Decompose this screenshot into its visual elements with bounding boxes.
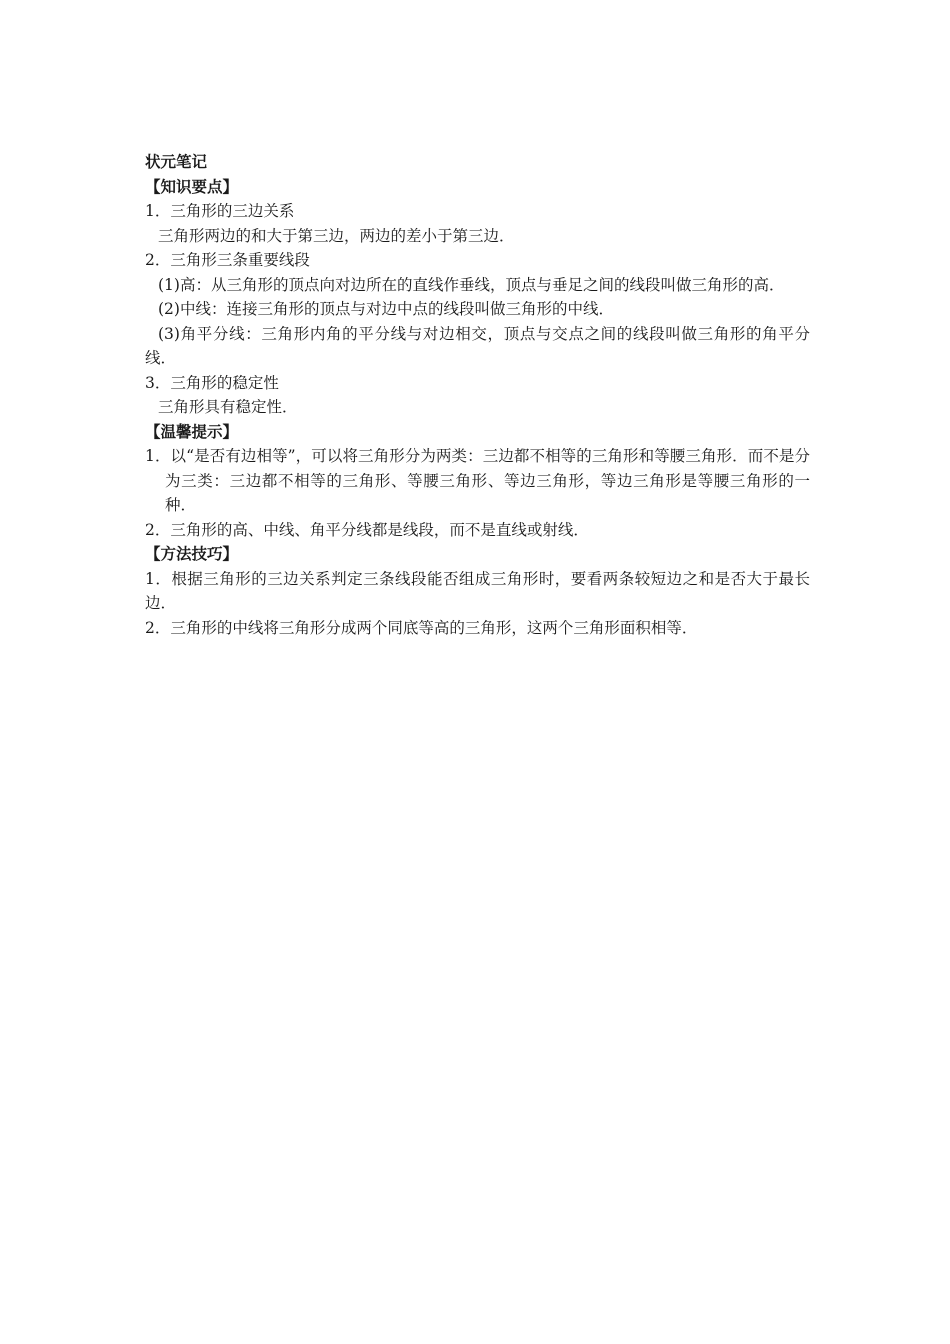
methods-item-2: 2．三角形的中线将三角形分成两个同底等高的三角形，这两个三角形面积相等． — [145, 618, 698, 637]
knowledge-item-1-title: 1．三角形的三边关系 — [145, 202, 295, 220]
knowledge-item-2-body-bisector: (3)角平分线：三角形内角的平分线与对边相交，顶点与交点之间的线段叫做三角形的角平分线． — [145, 324, 810, 367]
document-page — [145, 150, 810, 640]
knowledge-item-2-title: 2．三角形三条重要线段 — [145, 251, 310, 269]
tips-item-2: 2．三角形的高、中线、角平分线都是线段，而不是直线或射线． — [145, 520, 589, 539]
section-heading-tips: 【温馨提示】 — [145, 421, 239, 441]
knowledge-item-1-body: 三角形两边的和大于第三边，两边的差小于第三边． — [158, 226, 515, 245]
knowledge-item-2-body-height: (1)高：从三角形的顶点向对边所在的直线作垂线，顶点与垂足之间的线段叫做三角形的高． — [158, 275, 785, 294]
section-heading-knowledge: 【知识要点】 — [145, 176, 239, 196]
knowledge-item-2-body-median: (2)中线：连接三角形的顶点与对边中点的线段叫做三角形的中线． — [158, 300, 614, 318]
document-title: 状元笔记 — [145, 152, 208, 171]
section-heading-methods: 【方法技巧】 — [145, 544, 239, 563]
knowledge-item-3-title: 3．三角形的稳定性 — [145, 373, 279, 392]
knowledge-item-3-body: 三角形具有稳定性． — [158, 398, 298, 416]
tips-item-1: 1．以“是否有边相等”，可以将三角形分为两类：三边都不相等的三角形和等腰三角形．而不是分为三类：三边都不相等的三角形、等腰三角形、等边三角形，等边三角形是等腰三角形的一种． — [145, 447, 810, 514]
methods-item-1: 1．根据三角形的三边关系判定三条线段能否组成三角形时，要看两条较短边之和是否大于最长边． — [145, 569, 810, 612]
